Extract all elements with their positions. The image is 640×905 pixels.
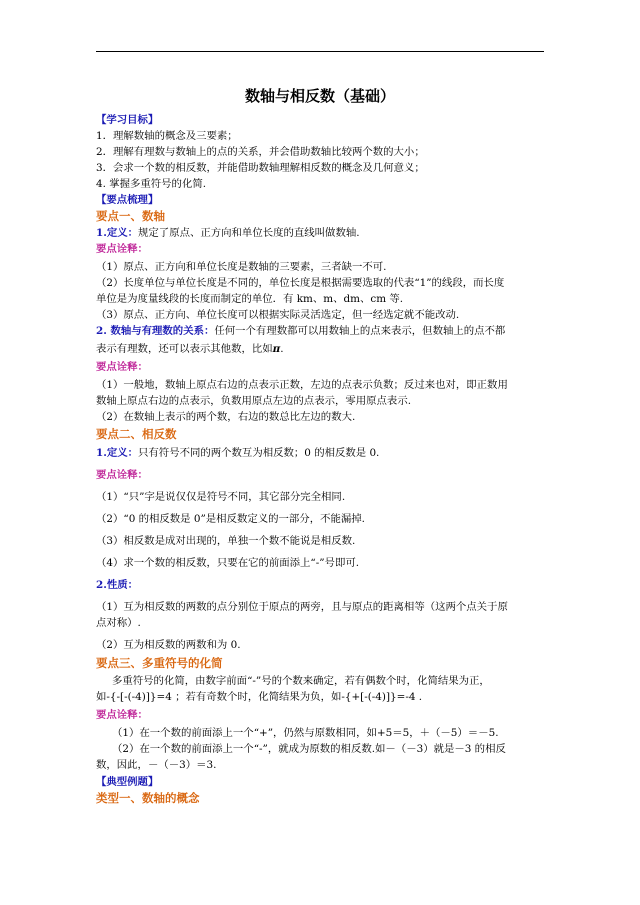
objective-item: 4. 掌握多重符号的化简. [96, 178, 207, 190]
property-line: （2）互为相反数的两数和为 0. [96, 639, 241, 651]
note-line: （1）一般地，数轴上原点右边的点表示正数，左边的点表示负数；反过来也对，即正数用 [96, 379, 508, 391]
definition-label: 1.定义： [96, 227, 139, 239]
relation-text: 任何一个有理数都可以用数轴上的点来表示，但数轴上的点不都 [214, 325, 506, 337]
note-line: （3）原点、正方向、单位长度可以根据实际灵活选定，但一经选定就不能改动. [96, 309, 460, 321]
relation-end: . [280, 343, 284, 355]
page-title: 数轴与相反数（基础） [244, 87, 395, 105]
body-line: 如-{-[-(-4)]}=4 ；若有奇数个时，化简结果为负，如-{+[-(-4)]}=-4 . [96, 691, 423, 703]
relation-line [96, 341, 548, 357]
definition-text: 规定了原点、正方向和单位长度的直线叫做数轴. [138, 227, 360, 239]
property-line: 点对称）. [96, 617, 141, 629]
relation-text: 表示有理数，还可以表示其他数，比如 [96, 343, 273, 355]
property-line: （1）互为相反数的两数的点分别位于原点的两旁，且与原点的距离相等（这两个点关于原 [96, 601, 508, 613]
section-heading-objectives: 【学习目标】 [96, 114, 159, 126]
relation-line [96, 323, 548, 339]
definition-line [96, 445, 548, 461]
relation-label: 2. 数轴与有理数的关系： [96, 325, 215, 337]
note-line: （4）求一个数的相反数，只要在它的前面添上“-”号即可. [96, 557, 360, 569]
property-label: 2.性质： [96, 579, 139, 591]
header-rule [96, 51, 544, 52]
definition-line [96, 225, 548, 241]
note-line: （2）在一个数的前面添上一个“-”，就成为原数的相反数.如－（－3）就是－3 的相反 [112, 743, 506, 755]
section-heading-examples: 【典型例题】 [96, 776, 159, 788]
note-line: （3）相反数是成对出现的，单独一个数不能说是相反数. [96, 535, 356, 547]
note-line: 数，因此，－（－3）＝3. [96, 759, 217, 771]
note-line: （1）原点、正方向和单位长度是数轴的三要素，三者缺一不可. [96, 261, 387, 273]
point-heading: 要点一、数轴 [96, 209, 165, 223]
note-label: 要点诠释： [96, 361, 148, 373]
point-heading: 要点二、相反数 [96, 427, 177, 441]
note-label: 要点诠释： [96, 469, 148, 481]
note-line: （2）“0 的相反数是 0”是相反数定义的一部分，不能漏掉. [96, 513, 365, 525]
pi-symbol: π [272, 343, 281, 355]
example-type-heading: 类型一、数轴的概念 [96, 791, 200, 805]
point-heading: 要点三、多重符号的化简 [96, 656, 223, 670]
note-line: 单位是为度量线段的长度而制定的单位．有 km、m、dm、cm 等. [96, 293, 404, 305]
note-line: （2）在数轴上表示的两个数，右边的数总比左边的数大. [96, 411, 356, 423]
note-line: （1）“只”字是说仅仅是符号不同，其它部分完全相同. [96, 491, 346, 503]
objective-item: 2．理解有理数与数轴上的点的关系，并会借助数轴比较两个数的大小； [96, 146, 425, 158]
note-line: （1）在一个数的前面添上一个“+”，仍然与原数相同，如+5＝5，＋（－5）＝－5. [112, 727, 499, 739]
definition-text: 只有符号不同的两个数互为相反数；0 的相反数是 0. [138, 447, 380, 459]
note-line: 数轴上原点右边的点表示，负数用原点左边的点表示，零用原点表示. [96, 395, 412, 407]
note-label: 要点诠释： [96, 243, 148, 255]
body-line: 多重符号的化简，由数字前面“-”号的个数来确定，若有偶数个时，化简结果为正， [112, 675, 490, 687]
section-heading-points: 【要点梳理】 [96, 194, 159, 206]
objective-item: 3．会求一个数的相反数，并能借助数轴理解相反数的概念及几何意义； [96, 162, 425, 174]
definition-label: 1.定义： [96, 447, 139, 459]
objective-item: 1．理解数轴的概念及三要素； [96, 130, 238, 142]
note-line: （2）长度单位与单位长度是不同的，单位长度是根据需要选取的代表“1”的线段，而长度 [96, 277, 505, 289]
note-label: 要点诠释： [96, 709, 148, 721]
